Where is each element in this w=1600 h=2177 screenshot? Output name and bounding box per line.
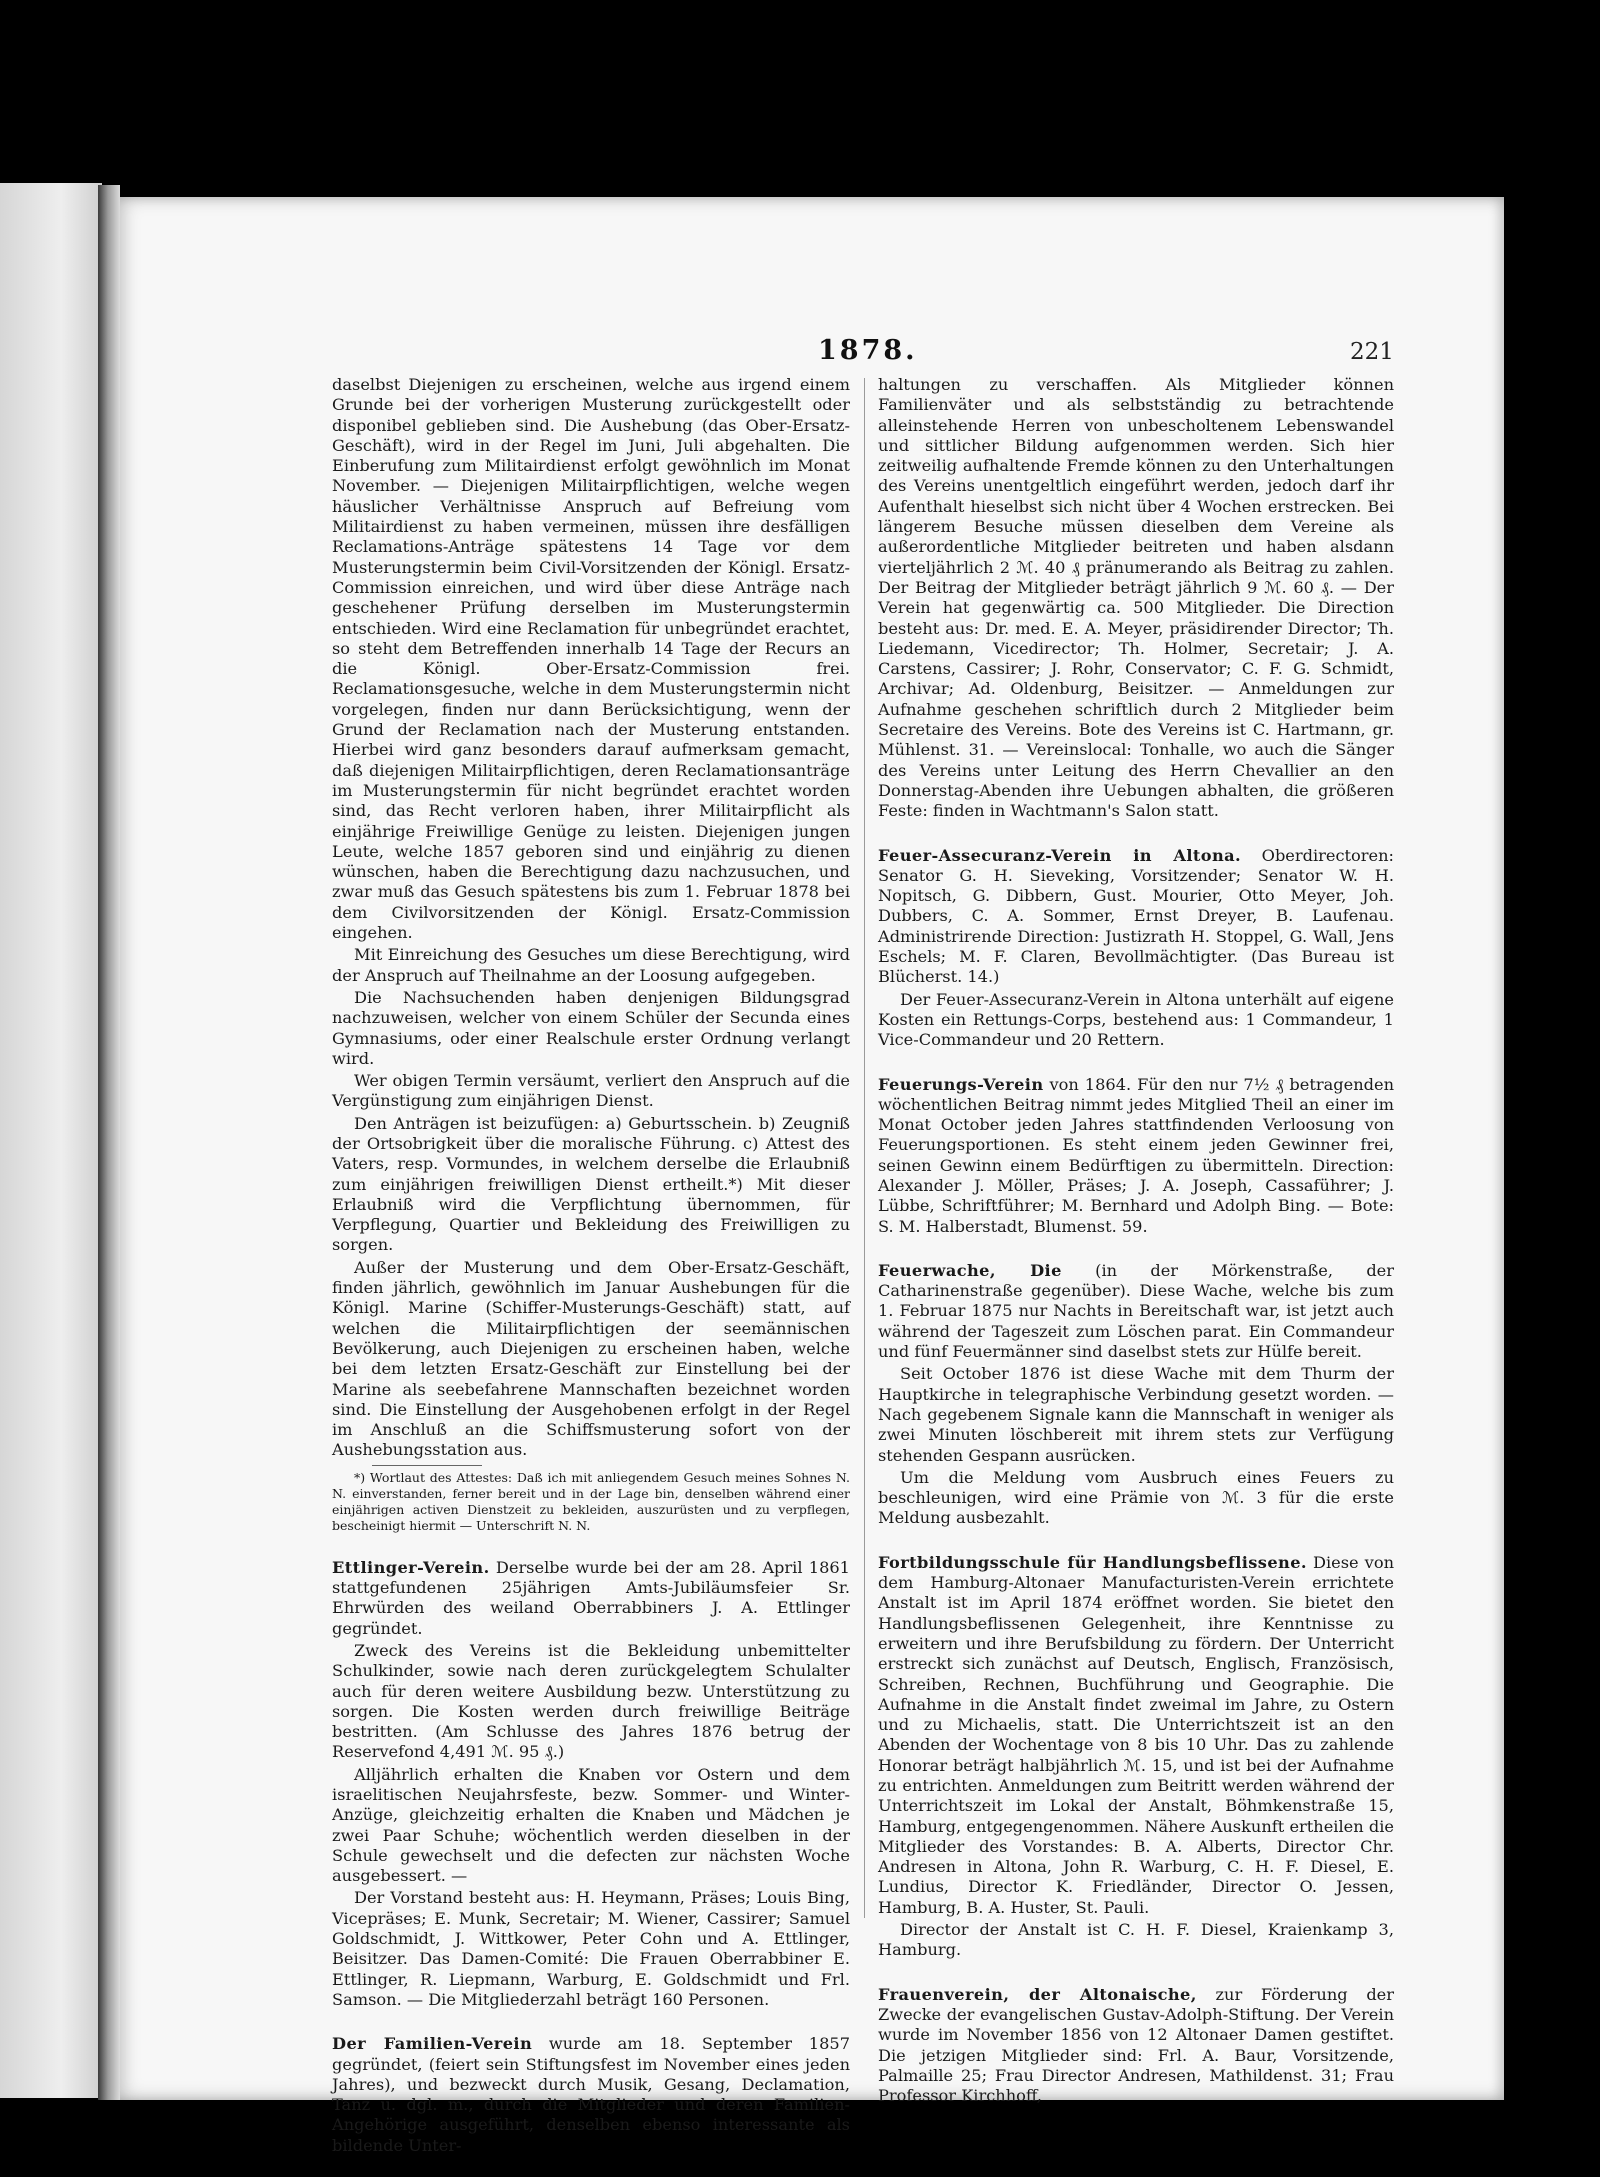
column-rule — [864, 378, 865, 1918]
entry-heading: Ettlinger-Verein. — [332, 1557, 490, 1577]
footnote-rule — [372, 1465, 482, 1466]
entry-heading: Frauenverein, der Altonaische, — [878, 1984, 1197, 2004]
feuerungs-entry — [878, 1075, 1394, 1237]
left-column — [332, 375, 850, 2158]
fortbildung-paragraph: Director der Anstalt ist C. H. F. Diesel, Kraienkamp 3, Hamburg. — [878, 1920, 1394, 1960]
military-text-paragraph: daselbst Diejenigen zu erscheinen, welche aus irgend einem Grunde bei der vorherigen Musterung zurückgestellt oder disponibel geblieben sind. Die Aushebung (das Ober-Ersatz-Geschäft), wird in der Regel im Juni, Juli abgehalten. Die Einberufung zum Militairdienst erfolgt gewöhnlich im Monat November. — Diejenigen Militairpflichtigen, welche wegen häuslicher Verhältnisse Anspruch auf Befreiung vom Militairdienst zu haben vermeinen, müssen ihre desfälligen Reclamations-Anträge spätestens 14 Tage vor dem Musterungstermin beim Civil-Vorsitzenden der Königl. Ersatz-Commission einreichen, und wird über diese Anträge nach geschehener Prüfung derselben im Musterungstermin entschieden. Wird eine Reclamation für unbegründet erachtet, so steht dem Betreffenden innerhalb 14 Tage der Recurs an die Königl. Ober-Ersatz-Commission frei. Reclamationsgesuche, welche in dem Musterungstermin nicht vorgelegen, finden nur dann Berücksichtigung, wenn der Grund der Reclamation nach der Musterung entstanden. Hierbei wird ganz besonders darauf aufmerksam gemacht, daß diejenigen Militairpflichtigen, deren Reclamationsanträge im Musterungstermin für nicht begründet erachtet worden sind, das Recht verloren haben, ihrer Militairpflicht als einjährige Freiwillige Genüge zu leisten. Diejenigen jungen Leute, welche 1857 geboren sind und einjährig zu dienen wünschen, haben die Berechtigung dazu nachzusuchen, und zwar muß das Gesuch spätestens bis zum 1. Februar 1878 bei dem Civilvorsitzenden der Königl. Ersatz-Commission eingehen. — [332, 375, 850, 943]
military-text-paragraph: Wer obigen Termin versäumt, verliert den Anspruch auf die Vergünstigung zum einjährigen Dienst. — [332, 1071, 850, 1111]
feuerwache-paragraph: Seit October 1876 ist diese Wache mit dem Thurm der Hauptkirche in telegraphische Verbindung gesetzt worden. — Nach gegebenem Signale kann die Mannschaft in weniger als zwei Minuten löschbereit mit ihrem stets zur Verfügung stehenden Gespann ausrücken. — [878, 1364, 1394, 1465]
fortbildung-entry — [878, 1553, 1394, 1918]
entry-text: (in der Mörkenstraße, der Catharinenstraße gegenüber). Diese Wache, welche bis zum 1. Februar 1875 nur Nachts in Bereitschaft war, ist jetzt auch während der Tageszeit zum Löschen parat. Ein Commandeur und fünf Feuermänner sind daselbst stets zur Hülfe bereit. — [878, 1260, 1394, 1362]
page-gutter — [98, 185, 120, 2100]
facing-page-edge — [0, 183, 102, 2098]
entry-text: wurde am 18. September 1857 gegründet, (feiert sein Stiftungsfest im November eines jeden Jahres), und bezweckt durch Musik, Gesang, Declamation, Tanz u. dgl. m., durch die Mitglieder und deren Familien-Angehörige ausgeführt, denselben ebenso interessante als bildende Unter- — [332, 2034, 850, 2155]
familien-continuation: haltungen zu verschaffen. Als Mitglieder können Familienväter und als selbstständig zu betrachtende alleinstehende Herren von unbescholtenem Lebenswandel und sittlicher Bildung aufgenommen werden. Sich hier zeitweilig aufhaltende Fremde können zu den Unterhaltungen des Vereins unentgeltlich eingeführt werden, jedoch darf ihr Aufenthalt hieselbst sich nicht über 4 Wochen erstrecken. Bei längerem Besuche müssen dieselben dem Vereine als außerordentliche Mitglieder beitreten und haben alsdann vierteljährlich 2 ℳ. 40 ₰ pränumerando als Beitrag zu zahlen. Der Beitrag der Mitglieder beträgt jährlich 9 ℳ. 60 ₰. — Der Verein hat gegenwärtig ca. 500 Mitglieder. Die Direction besteht aus: Dr. med. E. A. Meyer, präsidirender Director; Th. Liedemann, Vicedirector; Th. Holmer, Secretair; J. A. Carstens, Cassirer; J. Rohr, Conservator; C. F. G. Schmidt, Archivar; Ad. Oldenburg, Beisitzer. — Anmeldungen zur Aufnahme geschehen schriftlich durch 2 Mitglieder beim Secretaire des Vereins. Bote des Vereins ist C. Hartmann, gr. Mühlenst. 31. — Vereinslocal: Tonhalle, wo auch die Sänger des Vereins unter Leitung des Herrn Chevallier an den Donnerstag-Abenden ihre Uebungen abhalten, die größeren Feste: finden in Wachtmann's Salon statt. — [878, 375, 1394, 821]
right-column — [878, 375, 1394, 2108]
running-header-year: 1878. — [818, 335, 918, 366]
entry-text: zur Förderung der Zwecke der evangelischen Gustav-Adolph-Stiftung. Der Verein wurde im November 1856 von 12 Altonaer Damen gestiftet. Die jetzigen Mitglieder sind: Frl. A. Baur, Vorsitzende, Palmaille 25; Frau Director Andresen, Mathildenst. 31; Frau Professor Kirchhoff, — [878, 1984, 1394, 2106]
feuer-assecuranz-entry — [878, 846, 1394, 988]
entry-text: Diese von dem Hamburg-Altonaer Manufacturisten-Verein errichtete Anstalt ist im April 1874 eröffnet worden. Sie bietet den Handlungsbeflissenen Gelegenheit, ihre Kenntnisse zu erweitern und ihre Berufsbildung zu fördern. Der Unterricht erstreckt sich zunächst auf Deutsch, Englisch, Französisch, Schreiben, Rechnen, Buchführung und Geographie. Die Aufnahme in die Anstalt findet zweimal im Jahre, zu Ostern und zu Michaelis, statt. Die Unterrichtszeit ist an den Abenden der Wochentage von 8 bis 10 Uhr. Das zu zahlende Honorar beträgt halbjährlich ℳ. 15, und ist bei der Aufnahme zu entrichten. Anmeldungen zum Beitritt werden während der Unterrichtszeit im Lokal der Anstalt, Böhmkenstraße 15, Hamburg, entgegengenommen. Nähere Auskunft ertheilen die Mitglieder des Vorstandes: B. A. Alberts, Director Chr. Andresen in Altona, John R. Warburg, C. H. F. Diesel, E. Lundius, Director K. Friedländer, Director O. Jessen, Hamburg, B. A. Huster, St. Pauli. — [878, 1552, 1394, 1917]
ettlinger-entry — [332, 1558, 850, 1639]
frauenverein-entry — [878, 1985, 1394, 2107]
feuer-assecuranz-paragraph: Der Feuer-Assecuranz-Verein in Altona unterhält auf eigene Kosten ein Rettungs-Corps, bestehend aus: 1 Commandeur, 1 Vice-Commandeur und 20 Rettern. — [878, 989, 1394, 1050]
entry-heading: Der Familien-Verein — [332, 2034, 533, 2054]
military-text-paragraph: Mit Einreichung des Gesuches um diese Berechtigung, wird der Anspruch auf Theilnahme an der Loosung aufgegeben. — [332, 945, 850, 985]
feuerwache-entry — [878, 1261, 1394, 1362]
entry-heading: Feuerungs-Verein — [878, 1074, 1044, 1094]
military-text-paragraph: Außer der Musterung und dem Ober-Ersatz-Geschäft, finden jährlich, gewöhnlich im Januar Aushebungen für die Königl. Marine (Schiffer-Musterungs-Geschäft) statt, auf welchen die Militairpflichtigen der seemännischen Bevölkerung, auch Diejenigen zu erscheinen haben, welche bei dem letzten Ersatz-Geschäft zur Einstellung bei der Marine als seebefahrene Mannschaften bezeichnet worden sind. Die Einstellung der Ausgehobenen erfolgt in der Regel im Anschluß an die Schiffsmusterung sofort von der Aushebungsstation aus. — [332, 1257, 850, 1460]
ettlinger-paragraph: Alljährlich erhalten die Knaben vor Ostern und dem israelitischen Neujahrsfeste, bezw. Sommer- und Winter-Anzüge, gleichzeitig erhalten die Knaben und Mädchen je zwei Paar Schuhe; wöchentlich werden dieselben in der Schule gewechselt und die defecten zur nächsten Woche ausgebessert. — — [332, 1764, 850, 1886]
familien-entry — [332, 2034, 850, 2156]
page-number: 221 — [1350, 339, 1394, 365]
ettlinger-paragraph: Zweck des Vereins ist die Bekleidung unbemittelter Schulkinder, sowie nach deren zurückgelegtem Schulalter auch für deren weitere Ausbildung bezw. Unterstützung zu sorgen. Die Kosten werden durch freiwillige Beiträge bestritten. (Am Schlusse des Jahres 1876 betrug der Reservefond 4,491 ℳ. 95 ₰.) — [332, 1640, 850, 1762]
entry-text: Oberdirectoren: Senator G. H. Sieveking, Vorsitzender; Senator W. H. Nopitsch, G. Dibbern, Gust. Mourier, Otto Meyer, Joh. Dubbers, C. A. Sommer, Ernst Dreyer, B. Laufenau. Administrirende Direction: Justizrath H. Stoppel, G. Wall, Jens Eschels; M. F. Claren, Bevollmächtigter. (Das Bureau ist Blücherst. 14.) — [878, 845, 1394, 987]
military-text-paragraph: Die Nachsuchenden haben denjenigen Bildungsgrad nachzuweisen, welcher von einem Schüler der Secunda eines Gymnasiums, oder einer Realschule erster Ordnung verlangt wird. — [332, 987, 850, 1068]
entry-heading: Feuerwache, Die — [878, 1260, 1062, 1280]
entry-text: von 1864. Für den nur 7½ ₰ betragenden wöchentlichen Beitrag nimmt jedes Mitglied Theil an einer im Monat October jeden Jahres stattfindenden Verloosung von Feuerungsportionen. Es steht einem jeden Gewinner frei, seinen Gewinn einem Bedürftigen zu übermitteln. Direction: Alexander J. Möller, Präses; J. A. Joseph, Cassaführer; J. Lübbe, Schriftführer; M. Bernhard und Adolph Bing. — Bote: S. M. Halberstadt, Blumenst. 59. — [878, 1074, 1394, 1236]
entry-heading: Feuer-Assecuranz-Verein in Altona. — [878, 845, 1242, 865]
military-text-paragraph: Den Anträgen ist beizufügen: a) Geburtsschein. b) Zeugniß der Ortsobrigkeit über die moralische Führung. c) Attest des Vaters, resp. Vormundes, in welchem derselbe die Erlaubniß zum einjährigen freiwilligen Dienst ertheilt.*) Mit dieser Erlaubniß wird die Verpflichtung übernommen, für Verpflegung, Quartier und Bekleidung des Freiwilligen zu sorgen. — [332, 1113, 850, 1255]
ettlinger-paragraph: Der Vorstand besteht aus: H. Heymann, Präses; Louis Bing, Vicepräses; E. Munk, Secretair; M. Wiener, Cassirer; Samuel Goldschmidt, J. Wittkower, Peter Cohn und A. Ettlinger, Beisitzer. Das Damen-Comité: Die Frauen Oberrabbiner E. Ettlinger, R. Liepmann, Warburg, E. Goldschmidt und Frl. Samson. — Die Mitgliederzahl beträgt 160 Personen. — [332, 1888, 850, 2009]
entry-text: Derselbe wurde bei der am 28. April 1861 stattgefundenen 25jährigen Amts-Jubiläumsfeier Sr. Ehrwürden des weiland Oberrabbiners J. A. Ettlinger gegründet. — [332, 1557, 850, 1638]
footnote: *) Wortlaut des Attestes: Daß ich mit anliegendem Gesuch meines Sohnes N. N. einverstanden, ferner bereit und in der Lage bin, denselben während einer einjährigen activen Dienstzeit zu bekleiden, auszurüsten und zu verpflegen, bescheinigt hiermit — Unterschrift N. N. — [332, 1469, 850, 1533]
feuerwache-paragraph: Um die Meldung vom Ausbruch eines Feuers zu beschleunigen, wird eine Prämie von ℳ. 3 für die erste Meldung ausbezahlt. — [878, 1467, 1394, 1528]
entry-heading: Fortbildungsschule für Handlungsbeflissene. — [878, 1552, 1307, 1572]
